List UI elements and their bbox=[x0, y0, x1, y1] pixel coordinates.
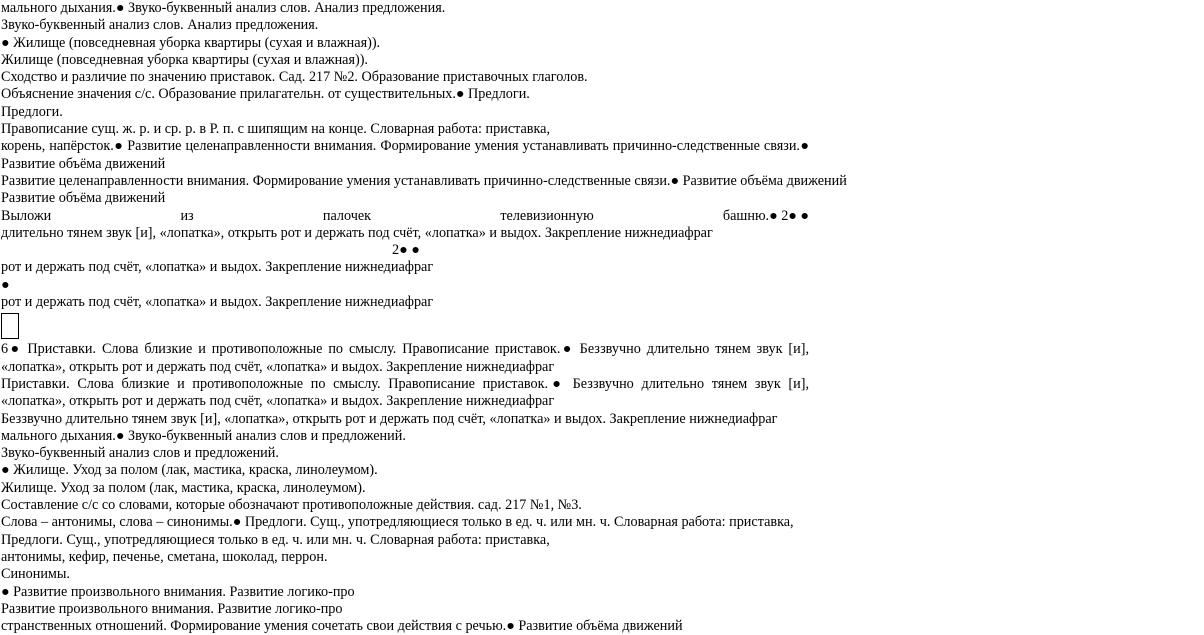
text-line: Звуко-буквенный анализ слов и предложений. bbox=[1, 445, 279, 462]
text-line: ● Жилище (повседневная уборка квартиры (сухая и влажная)). bbox=[1, 34, 381, 51]
text-line: Правописание сущ. ж. р. и ср. р. в Р. п. с шипящим на конце. Словарная работа: приставка, bbox=[1, 121, 551, 138]
text-line: рот и держать под счёт, «лопатка» и выдох. Закрепление нижнедиафраг bbox=[1, 294, 434, 311]
text-line: антонимы, кефир, печенье, сметана, шоколад, перрон. bbox=[1, 548, 328, 565]
text-paragraph: Приставки. Слова близкие и противоположные по смыслу. Правописание приставок.● Беззвучно длительно тянем звук [и], «лопатка», открыть рот и держать под счёт, «лопатка» и выдох. Закрепление нижнедиафраг bbox=[1, 375, 809, 410]
text-line: мального дыхания.● Звуко-буквенный анализ слов. Анализ предложения. bbox=[1, 0, 446, 16]
text-line: Развитие произвольного внимания. Развитие логико-про bbox=[1, 600, 343, 617]
text-paragraph: корень, напёрсток.● Развитие целенаправленности внимания. Формирование умения устанавливать причинно-следственные связи.● Развитие объёма движений bbox=[1, 138, 809, 172]
text-line: ● Развитие произвольного внимания. Развитие логико-про bbox=[1, 583, 355, 600]
text-paragraph: 6● Приставки. Слова близкие и противоположные по смыслу. Правописание приставок.● Беззвучно длительно тянем звук [и], «лопатка», открыть рот и держать под счёт, «лопатка» и выдох. Закрепление нижнедиафраг bbox=[1, 341, 809, 375]
text-line: Слова – антонимы, слова – синонимы.● Предлоги. Сущ., употредляющиеся только в ед. ч. или мн. ч. Словарная работа: приставка, bbox=[1, 514, 794, 531]
bullet-marker: 2● ● bbox=[392, 242, 420, 259]
text-line: Составление с/с со словами, которые обозначают противоположные действия. сад. 217 №1, №3. bbox=[1, 497, 582, 514]
justified-word: башню.● 2● ● bbox=[722, 207, 809, 224]
text-line: Предлоги. Сущ., употредляющиеся только в ед. ч. или мн. ч. Словарная работа: приставка, bbox=[1, 531, 550, 548]
bullet-marker: ● bbox=[1, 276, 10, 293]
justified-word: из bbox=[180, 207, 194, 224]
text-line: странственных отношений. Формирование умения сочетать свои действия с речью.● Развитие объёма движений bbox=[1, 618, 683, 635]
text-line: рот и держать под счёт, «лопатка» и выдох. Закрепление нижнедиафраг bbox=[1, 259, 434, 276]
text-line: Беззвучно длительно тянем звук [и], «лопатка», открыть рот и держать под счёт, «лопатка» и выдох. Закрепление нижнедиафраг bbox=[1, 410, 778, 427]
justified-word: телевизионную bbox=[500, 207, 594, 224]
text-line: Развитие объёма движений bbox=[1, 190, 166, 207]
text-line: Сходство и различие по значению приставок. Сад. 217 №2. Образование приставочных глаголов. bbox=[1, 69, 588, 86]
text-line: мального дыхания.● Звуко-буквенный анализ слов и предложений. bbox=[1, 427, 406, 444]
text-line: Звуко-буквенный анализ слов. Анализ предложения. bbox=[1, 17, 319, 34]
text-line: Развитие целенаправленности внимания. Формирование умения устанавливать причинно-следственные связи.● Развитие объёма движений bbox=[1, 172, 847, 189]
text-line: ● Жилище. Уход за полом (лак, мастика, краска, линолеумом). bbox=[1, 462, 378, 479]
justified-word: палочек bbox=[322, 207, 372, 224]
text-line: длительно тянем звук [и], «лопатка», открыть рот и держать под счёт, «лопатка» и выдох. Закрепление нижнедиафраг bbox=[1, 224, 713, 241]
justified-word: Выложи bbox=[1, 207, 52, 224]
empty-box bbox=[1, 313, 19, 339]
text-line: Жилище. Уход за полом (лак, мастика, краска, линолеумом). bbox=[1, 479, 366, 496]
justified-line bbox=[1, 208, 809, 225]
text-line: Синонимы. bbox=[1, 566, 70, 583]
text-line: Объяснение значения с/с. Образование прилагательн. от существительных.● Предлоги. bbox=[1, 86, 530, 103]
text-line: Предлоги. bbox=[1, 103, 63, 120]
text-line: Жилище (повседневная уборка квартиры (сухая и влажная)). bbox=[1, 51, 368, 68]
